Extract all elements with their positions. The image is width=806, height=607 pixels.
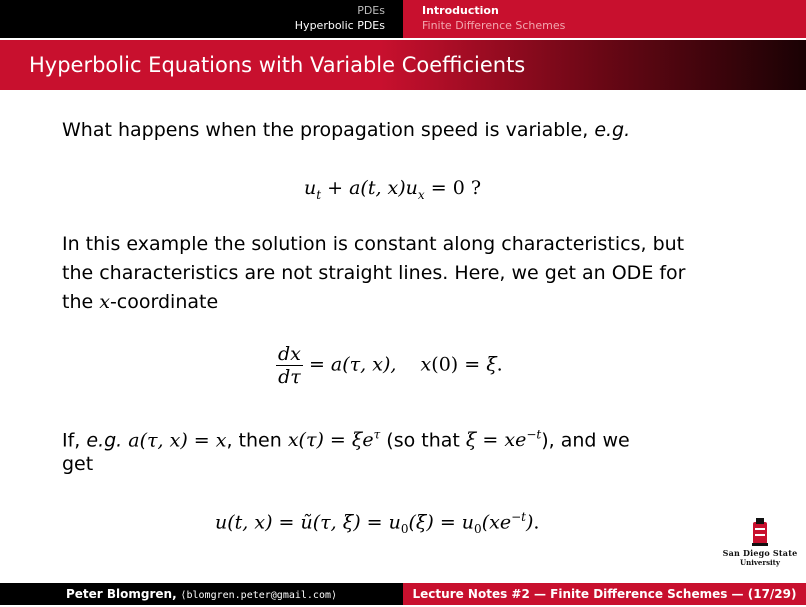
equation-ode: $\frac{dx}{d\tau}$ = a(τ, x), x(0) = ξ. xyxy=(278,343,503,388)
text-eg: e.g. xyxy=(86,429,123,452)
text-so-that: (so that xyxy=(386,429,460,452)
equation-pde: $u_t + a(t$, $x)u_x = 0$ ? xyxy=(304,177,482,202)
nav-item-hyperbolic-pdes[interactable]: Hyperbolic PDEs xyxy=(294,19,385,32)
fraction-dx-dtau: $\frac{dx}{d\tau}$ xyxy=(278,343,301,388)
var-x: x xyxy=(99,291,110,313)
footer-author-name: Peter Blomgren, xyxy=(65,587,177,601)
paragraph-characteristics-2: the characteristics are not straight lines. Here, we get an ODE for xyxy=(62,262,686,284)
text-if: If, xyxy=(62,429,81,452)
text-and-we: ), and we xyxy=(541,429,630,452)
footer xyxy=(0,583,806,605)
frame-title-bar xyxy=(0,40,806,90)
nav-sections-left xyxy=(0,0,403,38)
sdsu-shield-icon xyxy=(714,516,806,548)
footer-lecture: Lecture Notes #2 — Finite Difference Schemes — (17/29) xyxy=(403,583,806,605)
paragraph-example: If, e.g. a(τ, x) = x, then $x(\tau) = \xi e^\tau$ (so that $\xi = xe^{-t}$), and we xyxy=(62,428,630,452)
paragraph-characteristics-1: In this example the solution is constant along characteristics, but xyxy=(62,233,685,255)
equation-solution: u(t, x) = ũ(τ, $\xi) = u_0(\xi) = u_0(xe^{-t})$. xyxy=(215,510,540,537)
logo-line-2: University xyxy=(740,558,780,567)
nav-item-pdes[interactable]: PDEs xyxy=(357,4,385,17)
frame-title: Hyperbolic Equations with Variable Coefficients xyxy=(29,53,526,77)
text-the: the xyxy=(62,291,94,313)
text-coordinate: -coordinate xyxy=(109,291,219,313)
nav-item-finite-difference-schemes[interactable]: Finite Difference Schemes xyxy=(422,19,566,32)
nav-subsections-right xyxy=(403,0,806,38)
text-then: , then xyxy=(226,429,282,452)
intro-sentence xyxy=(62,116,630,145)
intro-text: What happens when the propagation speed is variable, xyxy=(62,119,589,141)
nav-item-introduction[interactable]: Introduction xyxy=(422,4,499,17)
footer-author xyxy=(0,583,403,605)
text-get: get xyxy=(62,453,94,475)
sdsu-logo xyxy=(714,516,806,572)
section-navigation xyxy=(0,0,806,38)
logo-line-1: San Diego State xyxy=(722,548,798,558)
paragraph-characteristics-3 xyxy=(62,288,218,317)
footer-author-email: ⟨blomgren.peter@gmail.com⟩ xyxy=(180,590,338,601)
intro-eg: e.g. xyxy=(594,119,631,141)
